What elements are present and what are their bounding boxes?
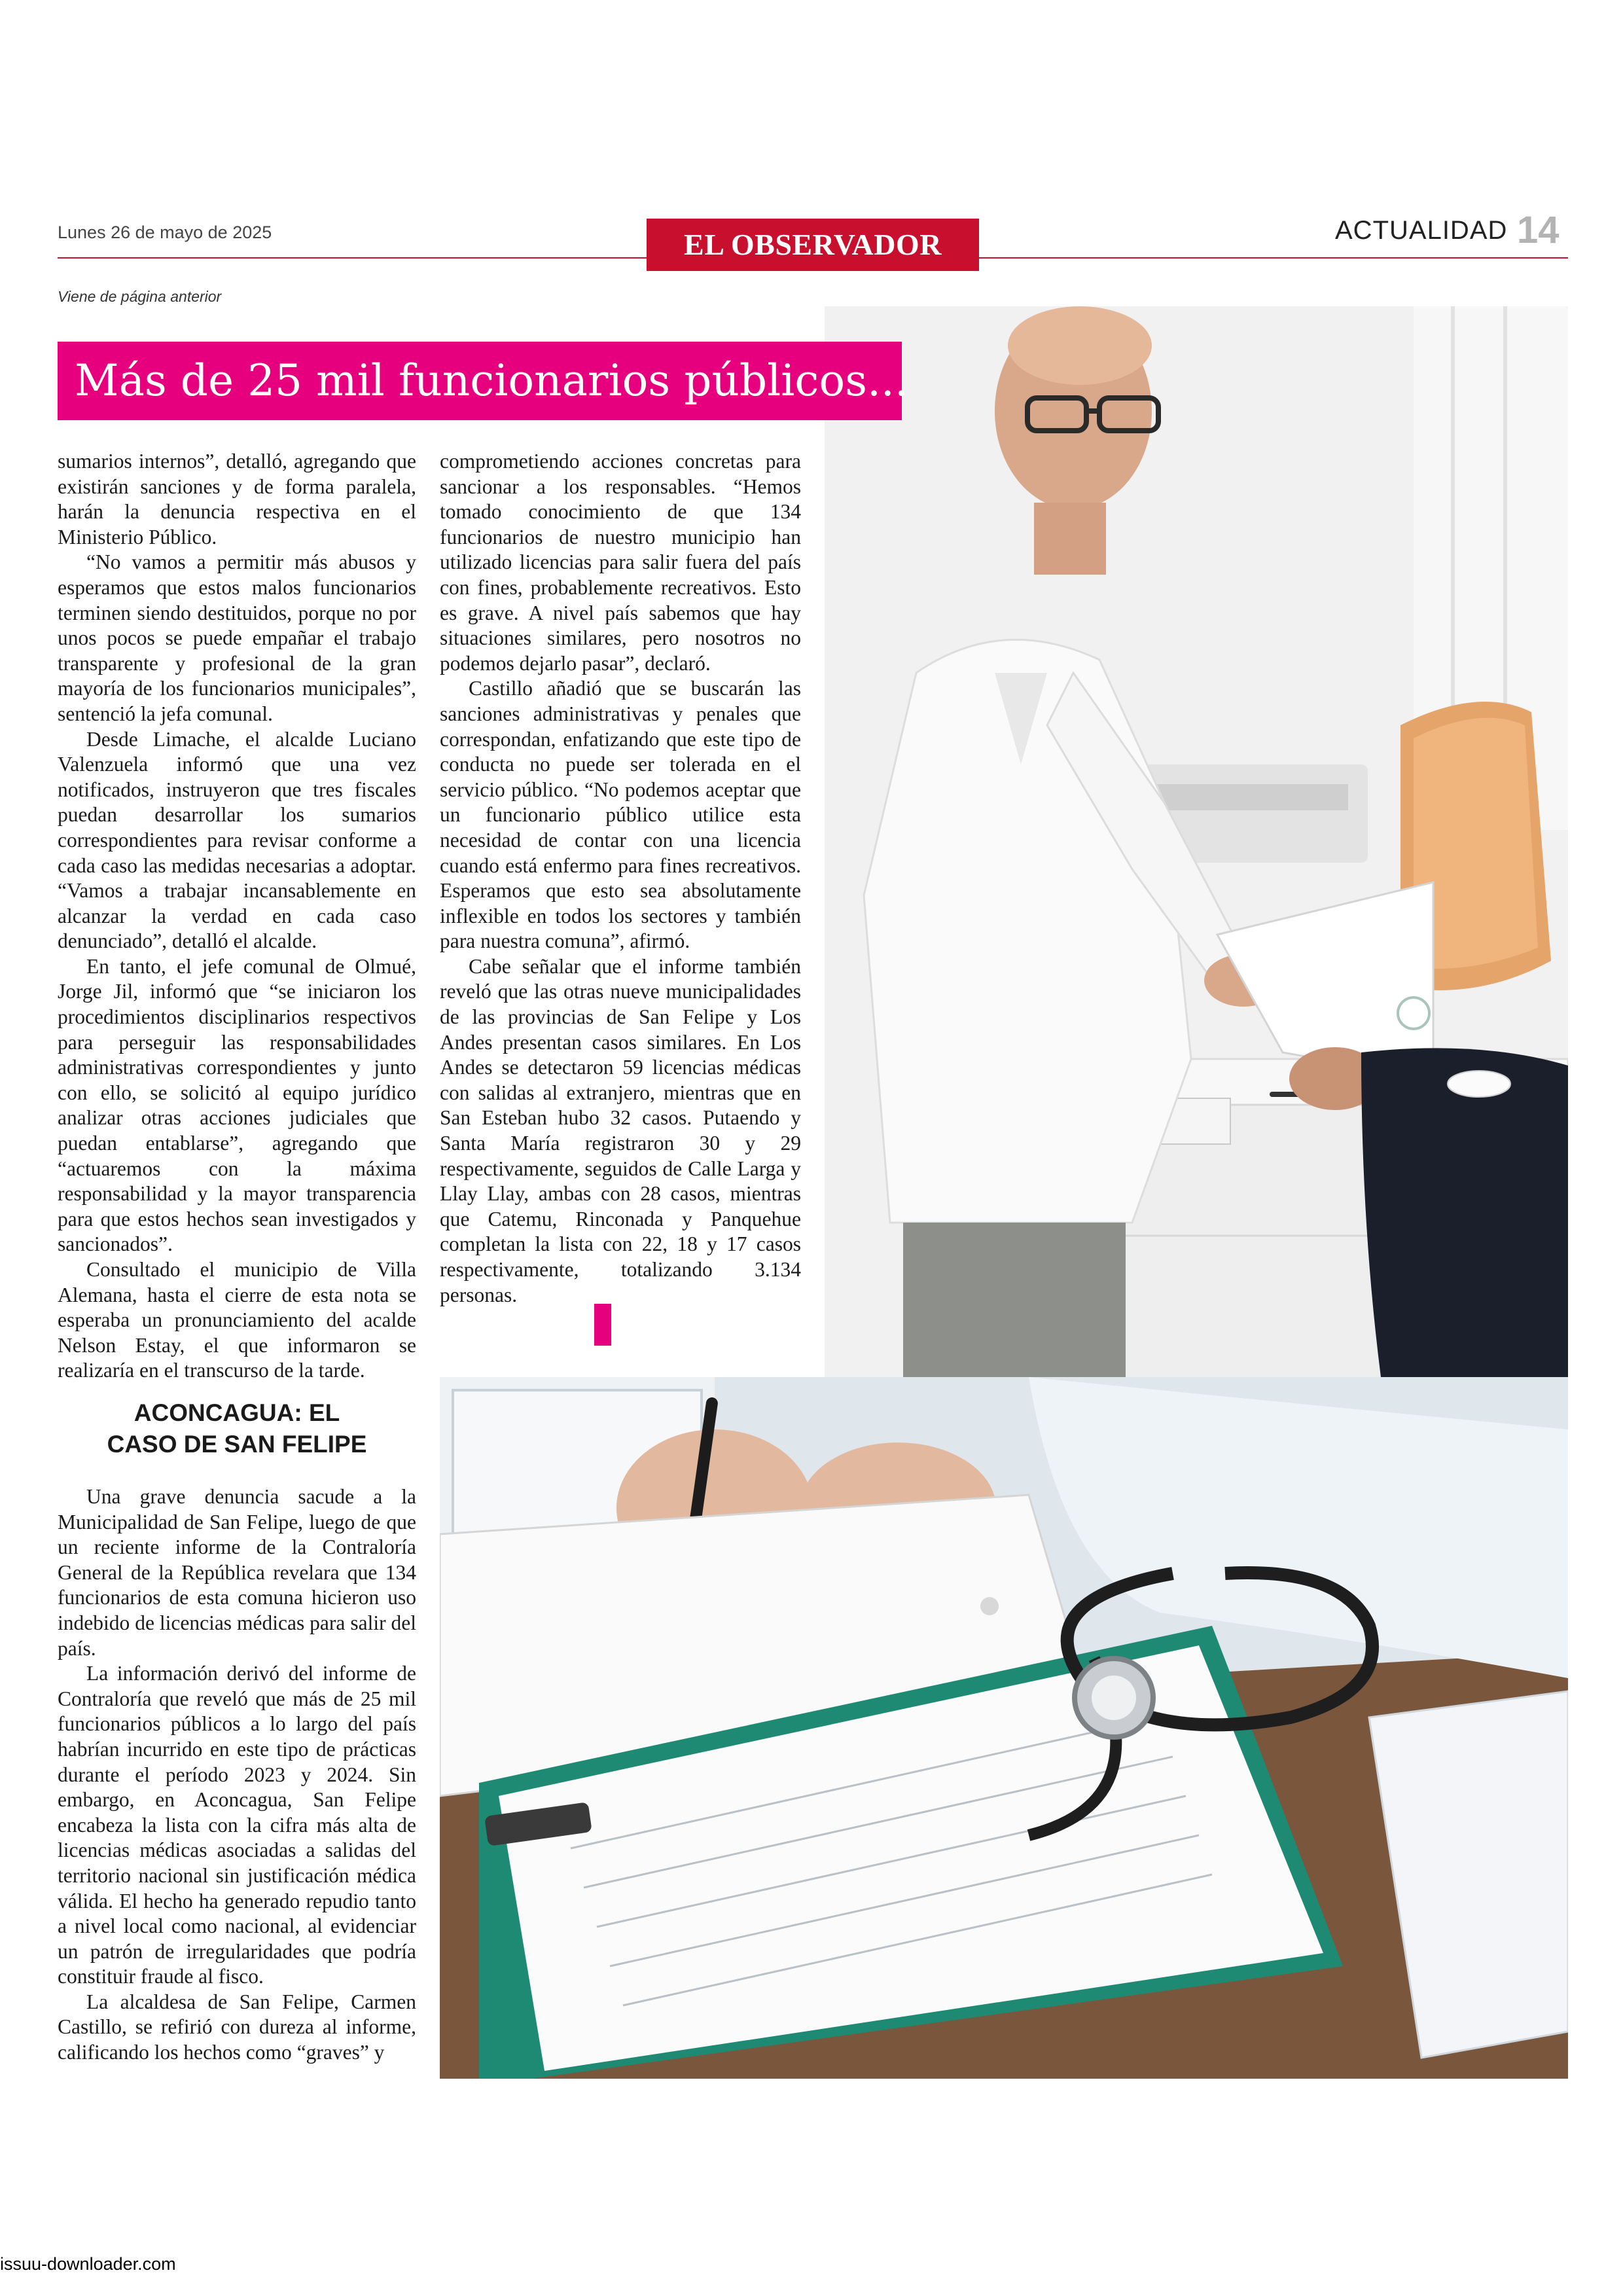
watermark: issuu-downloader.com bbox=[0, 2254, 176, 2274]
doctor-illustration bbox=[825, 306, 1568, 1377]
subheading-line-1: ACONCAGUA: EL bbox=[134, 1399, 340, 1426]
paragraph: sumarios internos”, detalló, agregando que existirán sanciones y de forma paralela, harán la denuncia respectiva en el Ministerio Público. bbox=[58, 450, 416, 548]
paragraph: Desde Limache, el alcalde Luciano Valenzuela informó que una vez notificados, instruyeron que tres fiscales puedan desarrollar los sumarios correspondientes para revisar conforme a cada caso las medidas necesarias a adoptar. “Vamos a trabajar incansablemente en alcanzar la verdad en cada caso denunciado”, detalló el alcalde. bbox=[58, 727, 416, 953]
section-label: ACTUALIDAD bbox=[1335, 216, 1508, 245]
issue-date: Lunes 26 de mayo de 2025 bbox=[58, 223, 272, 242]
paragraph: Cabe señalar que el informe también reveló que las otras nueve municipalidades de las provincias de San Felipe y Los Andes presentan casos similares. En Los Andes se detectaron 59 licencias médicas con salidas al extranjero, mientras que en San Esteban hubo 32 casos. Putaendo y Santa María registraron 30 y 29 respectivamente, seguidos de Calle Larga y Llay Llay, ambas con 28 casos, mientras que Catemu, Rinconada y Panquehue completan la lista con 22, 18 y 17 casos respectivamente, totalizando 3.134 personas. bbox=[440, 954, 801, 1306]
stethoscope-illustration bbox=[440, 1377, 1568, 2079]
paragraph: Una grave denuncia sacude a la Municipalidad de San Felipe, luego de que un reciente informe de la Contraloría General de la República revelara que 134 funcionarios de esta comuna hicieron uso indebido de licencias médicas para salir del país. bbox=[58, 1485, 416, 1660]
paragraph: En tanto, el jefe comunal de Olmué, Jorge Jil, informó que “se iniciaron los procedimientos disciplinarios respectivos para perseguir las responsabilidades administrativas correspondientes y junto con ello, se solicitó al equipo jurídico analizar otras acciones judiciales que puedan entablarse”, agregando que “actuaremos con la máxima responsabilidad y la mayor transparencia para que estos hechos sean investigados y sancionados”. bbox=[58, 954, 416, 1256]
continued-note: Viene de página anterior bbox=[58, 288, 222, 305]
subheading-line-2: CASO DE SAN FELIPE bbox=[107, 1431, 367, 1458]
newspaper-logo: EL OBSERVADOR bbox=[647, 219, 979, 271]
subheading bbox=[58, 1397, 416, 1460]
headline: Más de 25 mil funcionarios públicos... bbox=[58, 342, 902, 420]
photo-stethoscope-clipboard bbox=[440, 1377, 1568, 2079]
paragraph: La información derivó del informe de Contraloría que reveló que más de 25 mil funcionarios públicos a lo largo del país habrían incurrido en este tipo de prácticas durante el período 2023 y 2024. Sin embargo, en Aconcagua, San Felipe encabeza la lista con la cifra más alta de licencias médicas asociadas a salidas del territorio nacional sin justificación médica válida. El hecho ha generado repudio tanto a nivel local como nacional, al evidenciar un patrón de irregularidades que podría constituir fraude al fisco. bbox=[58, 1662, 416, 1988]
paragraph: Castillo añadió que se buscarán las sanciones administrativas y penales que correspondan, enfatizando que este tipo de conducta no puede ser tolerada en el servicio público. “No podemos aceptar que un funcionario público utilice esta necesidad de contar con una licencia cuando está enfermo para fines recreativos. Esperamos que esto sea absolutamente inflexible en todos los sectores y también para nuestra comuna”, afirmó. bbox=[440, 677, 801, 953]
article-column-2 bbox=[440, 449, 801, 1308]
page-number: 14 bbox=[1517, 209, 1560, 251]
paragraph: comprometiendo acciones concretas para sancionar a los responsables. “Hemos tomado conocimiento de que 134 funcionarios de nuestro municipio han utilizado licencias para salir fuera del país con fines, probablemente recreativos. Esto es grave. A nivel país sabemos que hay situaciones similares, pero nosotros no podemos dejarlo pasar”, declaró. bbox=[440, 450, 801, 675]
article-column-1 bbox=[58, 449, 416, 1384]
photo-doctor-handing-document bbox=[825, 306, 1568, 1377]
paragraph: “No vamos a permitir más abusos y esperamos que estos malos funcionarios terminen siendo destituidos, porque no por unos pocos se puede empañar el trabajo transparente y profesional de la gran mayoría de los funcionarios municipales”, sentenció la jefa comunal. bbox=[58, 550, 416, 725]
paragraph: Consultado el municipio de Villa Alemana, hasta el cierre de esta nota se esperaba un pronunciamiento del acalde Nelson Estay, el que informaron se realizaría en el transcurso de la tarde. bbox=[58, 1258, 416, 1382]
paragraph: La alcaldesa de San Felipe, Carmen Castillo, se refirió con dureza al informe, calificando los hechos como “graves” y bbox=[58, 1990, 416, 2064]
end-of-article-mark bbox=[594, 1304, 611, 1346]
article-column-1-bottom bbox=[58, 1484, 416, 2066]
